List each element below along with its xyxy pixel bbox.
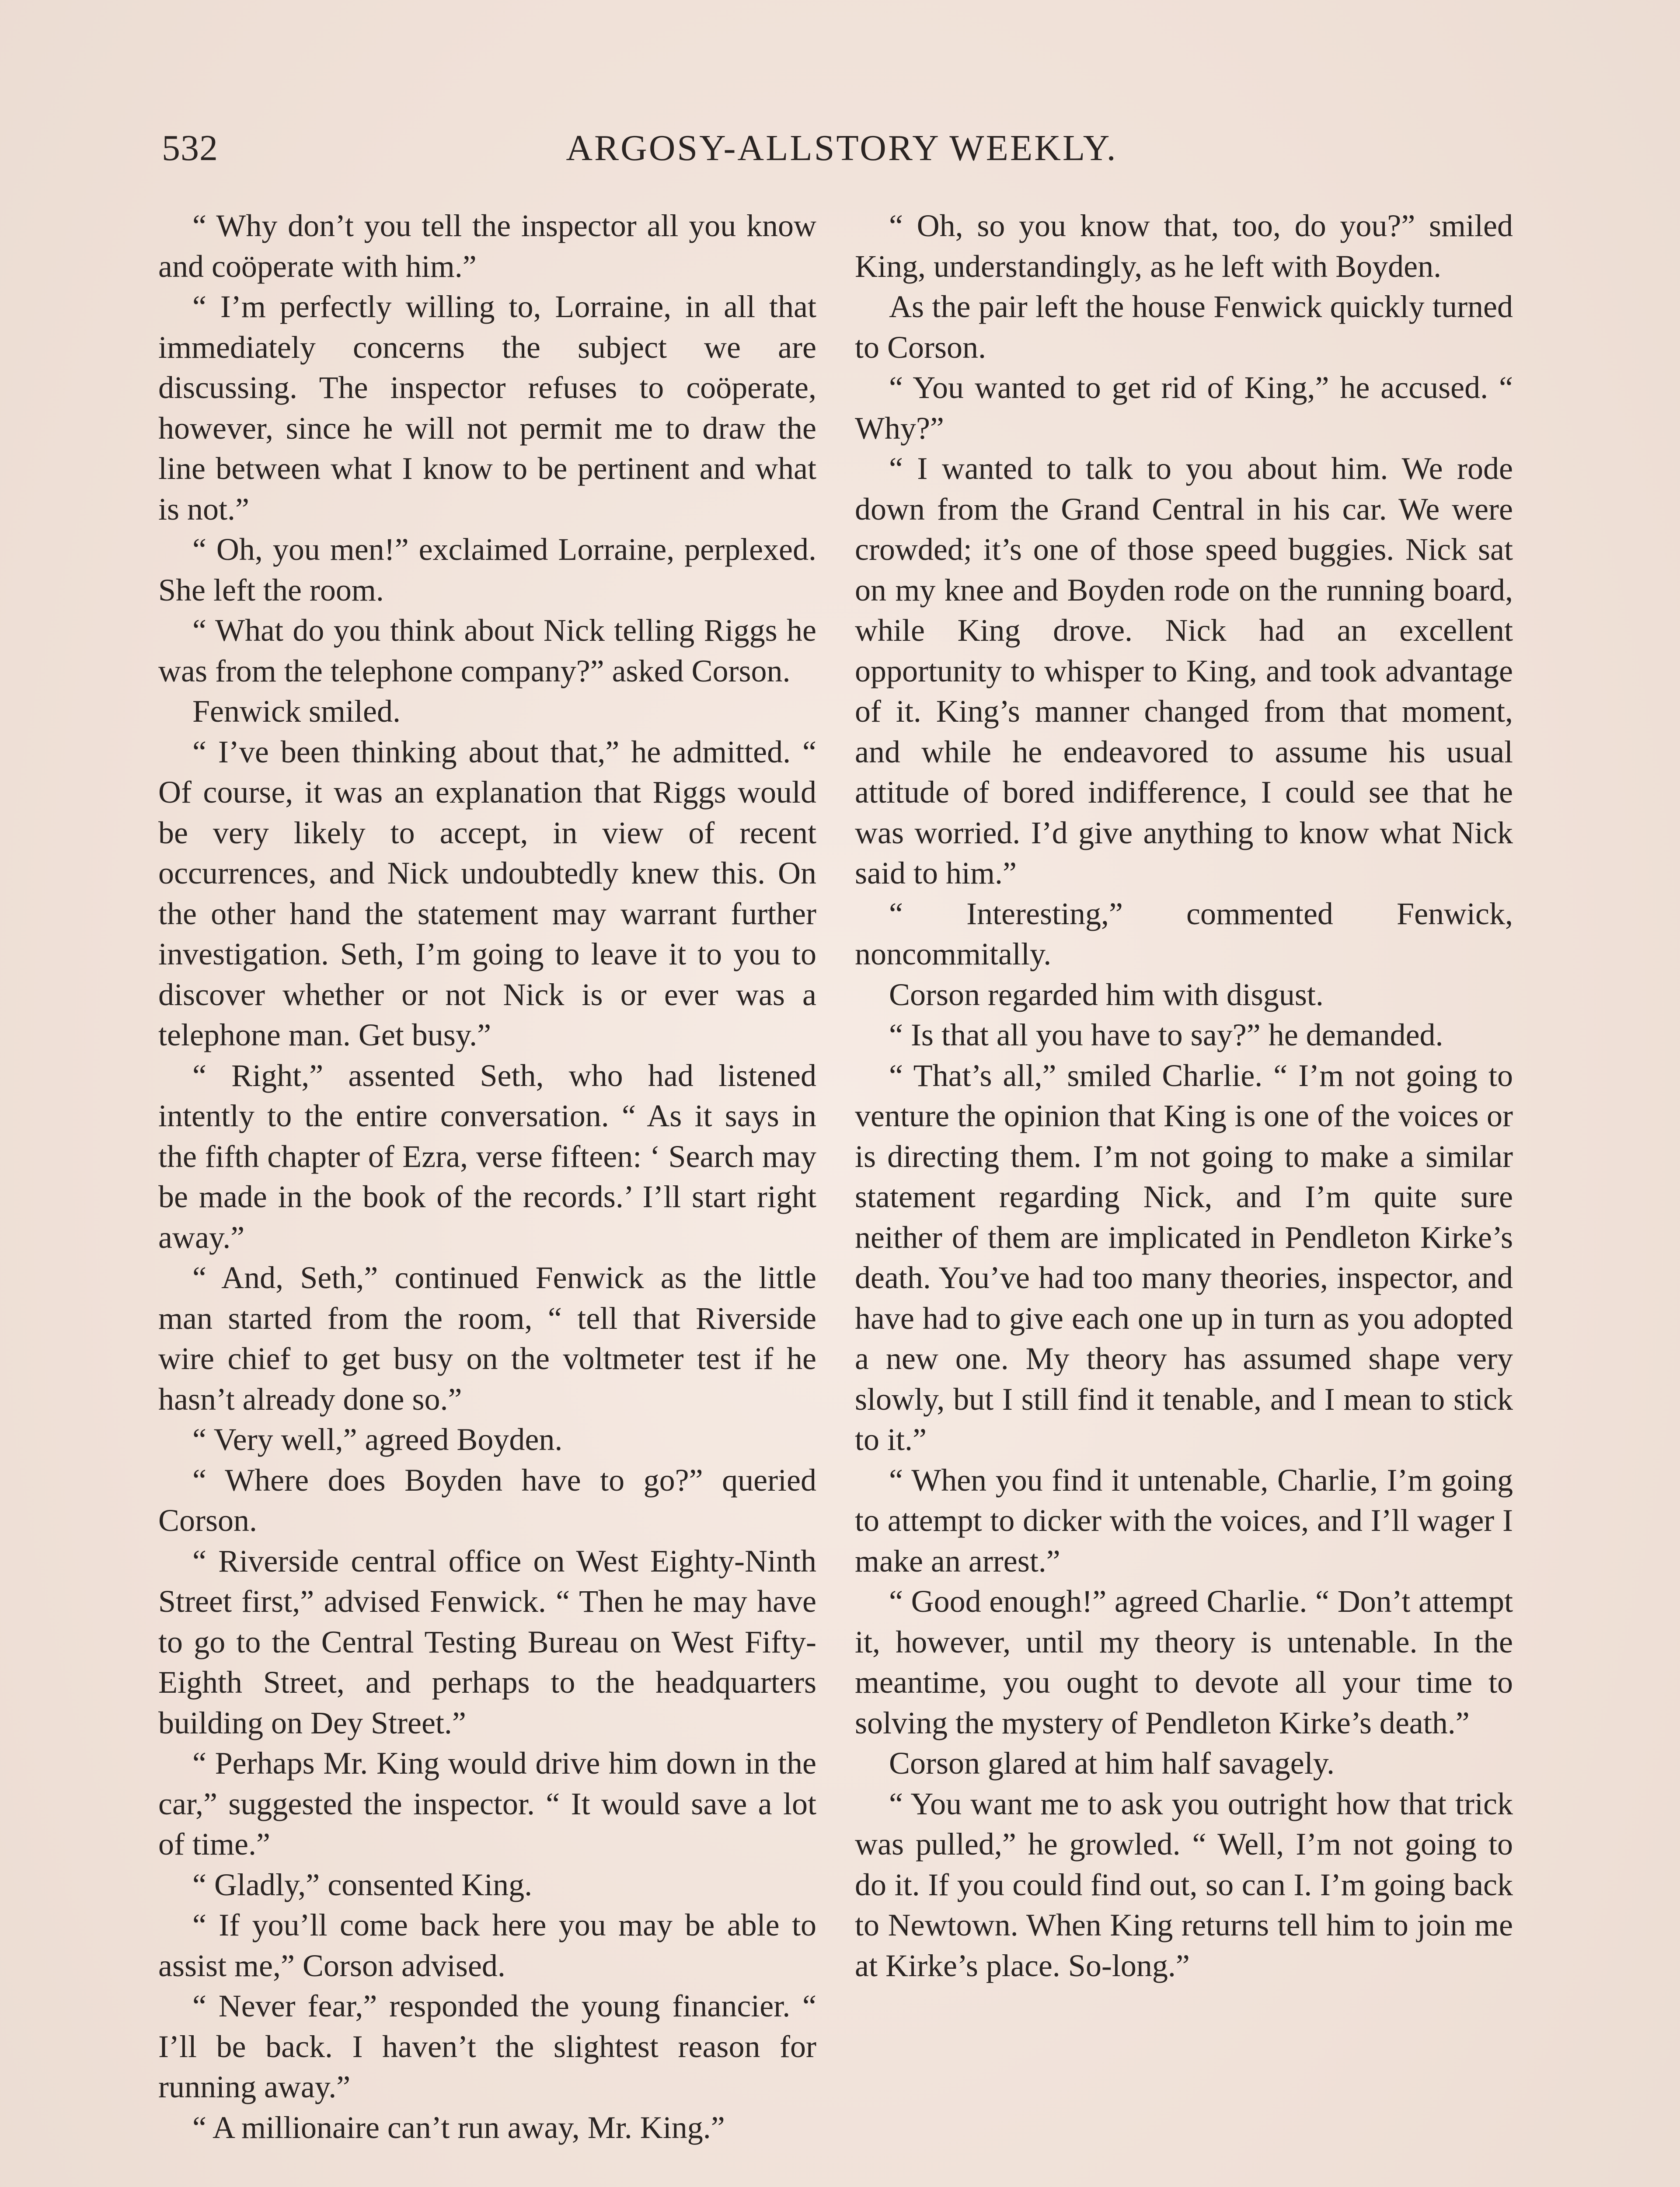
paragraph: “ Oh, so you know that, too, do you?” smiled King, understandingly, as he left with Boyden.	[855, 208, 1513, 284]
paragraph: “ You want me to ask you outright how that trick was pulled,” he growled. “ Well, I’m not going to do it. If you could find out, so can I. I’m going back to Newtown. When King returns tell him to join me at Kirke’s place. So-long.”	[855, 1786, 1513, 1983]
paragraph: “ I’m perfectly willing to, Lorraine, in all that immediately concerns the subject we are discussing. The inspector refuses to coöperate, however, since he will not permit me to draw the line between what I know to be pertinent and what is not.”	[158, 289, 816, 527]
paragraph: “ A millionaire can’t run away, Mr. King.”	[192, 2110, 725, 2145]
paragraph: “ Oh, you men!” exclaimed Lorraine, perplexed. She left the room.	[158, 532, 816, 608]
paragraph: As the pair left the house Fenwick quickly turned to Corson.	[855, 289, 1513, 365]
left-column	[158, 206, 816, 2148]
page-header	[157, 127, 1526, 175]
paragraph: Fenwick smiled.	[192, 694, 401, 729]
paragraph: “ I wanted to talk to you about him. We rode down from the Grand Central in his car. We were crowded; it’s one of those speed buggies. Nick sat on my knee and Boyden rode on the running board, while King drove. Nick had an excellent opportunity to whisper to King, and took advantage of it. King’s manner changed from that moment, and while he endeavored to assume his usual attitude of bored indifference, I could see that he was worried. I’d give anything to know what Nick said to him.”	[855, 451, 1513, 891]
paragraph: “ Is that all you have to say?” he demanded.	[889, 1017, 1443, 1052]
paragraph: “ And, Seth,” continued Fenwick as the little man started from the room, “ tell that Riverside wire chief to get busy on the voltmeter test if he hasn’t already done so.”	[158, 1260, 816, 1417]
right-column	[855, 206, 1513, 1986]
paragraph: “ Where does Boyden have to go?” queried Corson.	[158, 1462, 816, 1538]
paragraph: Corson glared at him half savagely.	[889, 1746, 1335, 1781]
paragraph: Corson regarded him with disgust.	[889, 977, 1324, 1012]
paragraph: “ Why don’t you tell the inspector all you know and coöperate with him.”	[158, 208, 816, 284]
paragraph: “ Good enough!” agreed Charlie. “ Don’t attempt it, however, until my theory is untenable. In the meantime, you ought to devote all your time to solving the mystery of Pendleton Kirke’s death.”	[855, 1584, 1513, 1740]
running-head: ARGOSY-ALLSTORY WEEKLY.	[566, 128, 1118, 168]
paragraph: “ When you find it untenable, Charlie, I’m going to attempt to dicker with the voices, and I’ll wager I make an arrest.”	[855, 1462, 1513, 1579]
paragraph: “ Very well,” agreed Boyden.	[192, 1422, 563, 1457]
page-number: 532	[162, 128, 218, 168]
paragraph: “ That’s all,” smiled Charlie. “ I’m not going to venture the opinion that King is one of the voices or is directing them. I’m not going to make a similar statement regarding Nick, and I’m quite sure neither of them are implicated in Pendleton Kirke’s death. You’ve had too many theories, inspector, and have had to give each one up in turn as you adopted a new one. My theory has assumed shape very slowly, but I still find it tenable, and I mean to stick to it.”	[855, 1058, 1513, 1457]
paragraph: “ If you’ll come back here you may be able to assist me,” Corson advised.	[158, 1908, 816, 1983]
paragraph: “ I’ve been thinking about that,” he admitted. “ Of course, it was an explanation that Riggs would be very likely to accept, in view of recent occurrences, and Nick undoubtedly knew this. On the other hand the statement may warrant further investigation. Seth, I’m going to leave it to you to discover whether or not Nick is or ever was a telephone man. Get busy.”	[158, 734, 816, 1052]
paragraph: “ Never fear,” responded the young financier. “ I’ll be back. I haven’t the slightest reason for running away.”	[158, 1988, 816, 2104]
paragraph: “ Perhaps Mr. King would drive him down in the car,” suggested the inspector. “ It would save a lot of time.”	[158, 1746, 816, 1862]
paragraph: “ Riverside central office on West Eighty-Ninth Street first,” advised Fenwick. “ Then he may have to go to the Central Testing Bureau on West Fifty-Eighth Street, and perhaps to the headquarters building on Dey Street.”	[158, 1543, 816, 1740]
paragraph: “ What do you think about Nick telling Riggs he was from the telephone company?” asked Corson.	[158, 613, 816, 688]
paragraph: “ Right,” assented Seth, who had listened intently to the entire conversation. “ As it says in the fifth chapter of Ezra, verse fifteen: ‘ Search may be made in the book of the records.’ I’ll start right away.”	[158, 1058, 816, 1255]
paragraph: “ Gladly,” consented King.	[192, 1867, 533, 1902]
paragraph: “ Interesting,” commented Fenwick, noncommitally.	[855, 896, 1513, 971]
paragraph: “ You wanted to get rid of King,” he accused. “ Why?”	[855, 370, 1513, 446]
